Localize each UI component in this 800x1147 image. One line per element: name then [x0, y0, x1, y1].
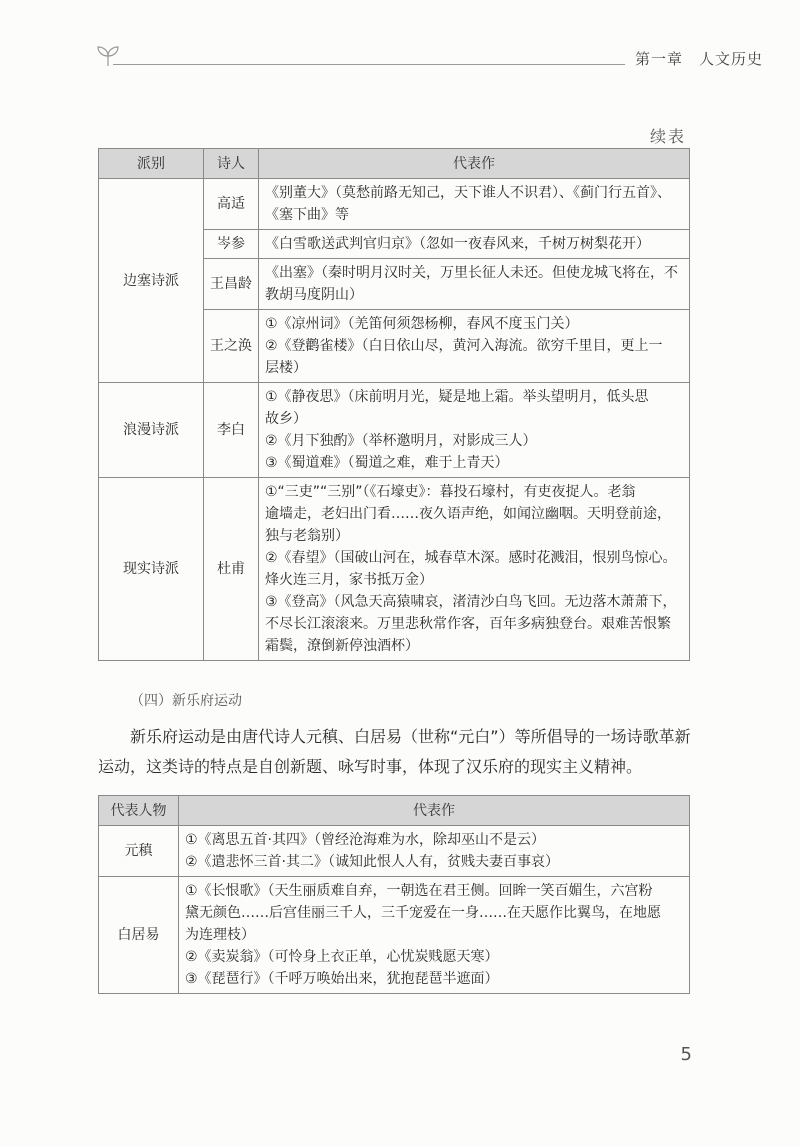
table-row: [99, 383, 690, 478]
work-line: ②《登鹳雀楼》（白日依山尽，黄河入海流。欲穷千里目，更上一: [265, 338, 663, 354]
work-line: ②《月下独酌》（举杯邀明月，对影成三人）: [265, 433, 537, 449]
header-works: 代表作: [259, 149, 690, 179]
chapter-title: 第一章 人文历史: [635, 50, 764, 68]
work-line: 《别董大》（莫愁前路无知己，天下谁人不识君）、《蓟门行五首》、: [265, 185, 671, 201]
section-heading: （四）新乐府运动: [130, 693, 242, 709]
representative-cell: 元稹: [99, 826, 179, 877]
header-works: 代表作: [179, 796, 690, 826]
section-paragraph: 新乐府运动是由唐代诗人元稹、白居易（世称“元白”）等所倡导的一场诗歌革新运动，这类诗的特点是自创新题、咏写时事，体现了汉乐府的现实主义精神。: [98, 727, 691, 776]
table-row: [99, 877, 690, 994]
table-header-row: [99, 796, 690, 826]
work-line: 霜鬓，潦倒新停浊酒杯）: [265, 638, 419, 654]
work-line: ②《遣悲怀三首·其二》（诚知此恨人人有，贫贱夫妻百事哀）: [185, 854, 559, 870]
header-rule: [113, 64, 625, 65]
work-line: ③《琵琶行》（千呼万唤始出来，犹抱琵琶半遮面）: [185, 971, 499, 987]
poet-cell: 王昌龄: [204, 259, 259, 310]
work-line: ①《凉州词》（羌笛何须怨杨柳，春风不度玉门关）: [265, 316, 579, 332]
work-line: ③《蜀道难》（蜀道之难，难于上青天）: [265, 455, 509, 471]
work-line: 《塞下曲》等: [265, 207, 349, 223]
poet-cell: 岑参: [204, 230, 259, 259]
work-line: 烽火连三月，家书抵万金）: [265, 572, 433, 588]
work-line: 逾墙走，老妇出门看……夜久语声绝，如闻泣幽咽。天明登前途，: [265, 506, 671, 522]
works-cell: [259, 478, 690, 661]
works-cell: [259, 310, 690, 383]
header-school: 派别: [99, 149, 204, 179]
table-row: [99, 826, 690, 877]
school-cell: 现实诗派: [99, 478, 204, 661]
work-line: 不尽长江滚滚来。万里悲秋常作客，百年多病独登台。艰难苦恨繁: [265, 616, 671, 632]
school-cell: 浪漫诗派: [99, 383, 204, 478]
new-yuefu-table: [98, 795, 690, 994]
work-line: 故乡）: [265, 411, 307, 427]
work-line: ①《静夜思》（床前明月光，疑是地上霜。举头望明月，低头思: [265, 389, 649, 405]
work-line: ①《离思五首·其四》（曾经沧海难为水，除却巫山不是云）: [185, 832, 545, 848]
work-line: ①“三吏”“三别”（《石壕吏》：暮投石壕村，有吏夜捉人。老翁: [265, 484, 636, 500]
poet-cell: 李白: [204, 383, 259, 478]
table-row: [99, 478, 690, 661]
work-line: ①《长恨歌》（天生丽质难自弃，一朝选在君王侧。回眸一笑百媚生，六宫粉: [185, 883, 653, 899]
works-cell: [259, 259, 690, 310]
work-line: 《出塞》（秦时明月汉时关，万里长征人未还。但使龙城飞将在，不: [265, 265, 678, 281]
work-line: 层楼）: [265, 360, 307, 376]
work-line: ②《卖炭翁》（可怜身上衣正单，心忧炭贱愿天寒）: [185, 949, 499, 965]
work-line: 独与老翁别）: [265, 528, 349, 544]
poet-cell: 高适: [204, 179, 259, 230]
school-cell: 边塞诗派: [99, 179, 204, 383]
poet-cell: 杜甫: [204, 478, 259, 661]
work-line: ②《春望》（国破山河在，城春草木深。感时花溅泪，恨别鸟惊心。: [265, 550, 677, 566]
works-cell: [179, 826, 690, 877]
work-line: 黛无颜色……后宫佳丽三千人，三千宠爱在一身……在天愿作比翼鸟，在地愿: [185, 905, 661, 921]
table-header-row: [99, 149, 690, 179]
works-cell: [259, 383, 690, 478]
work-line: 《白雪歌送武判官归京》（忽如一夜春风来，千树万树梨花开）: [265, 236, 650, 252]
poetry-schools-table: [98, 148, 690, 661]
header-representative: 代表人物: [99, 796, 179, 826]
work-line: ③《登高》（风急天高猿啸哀，渚清沙白鸟飞回。无边落木萧萧下，: [265, 594, 677, 610]
work-line: 教胡马度阴山）: [265, 287, 363, 303]
header-poet: 诗人: [204, 149, 259, 179]
poet-cell: 王之涣: [204, 310, 259, 383]
page-header: [95, 30, 764, 75]
work-line: 为连理枝）: [185, 927, 255, 943]
works-cell: [259, 179, 690, 230]
works-cell: [259, 230, 690, 259]
representative-cell: 白居易: [99, 877, 179, 994]
table-continued-label: 续表: [649, 127, 686, 146]
page-number: 5: [680, 1044, 692, 1065]
table-row: [99, 179, 690, 230]
works-cell: [179, 877, 690, 994]
